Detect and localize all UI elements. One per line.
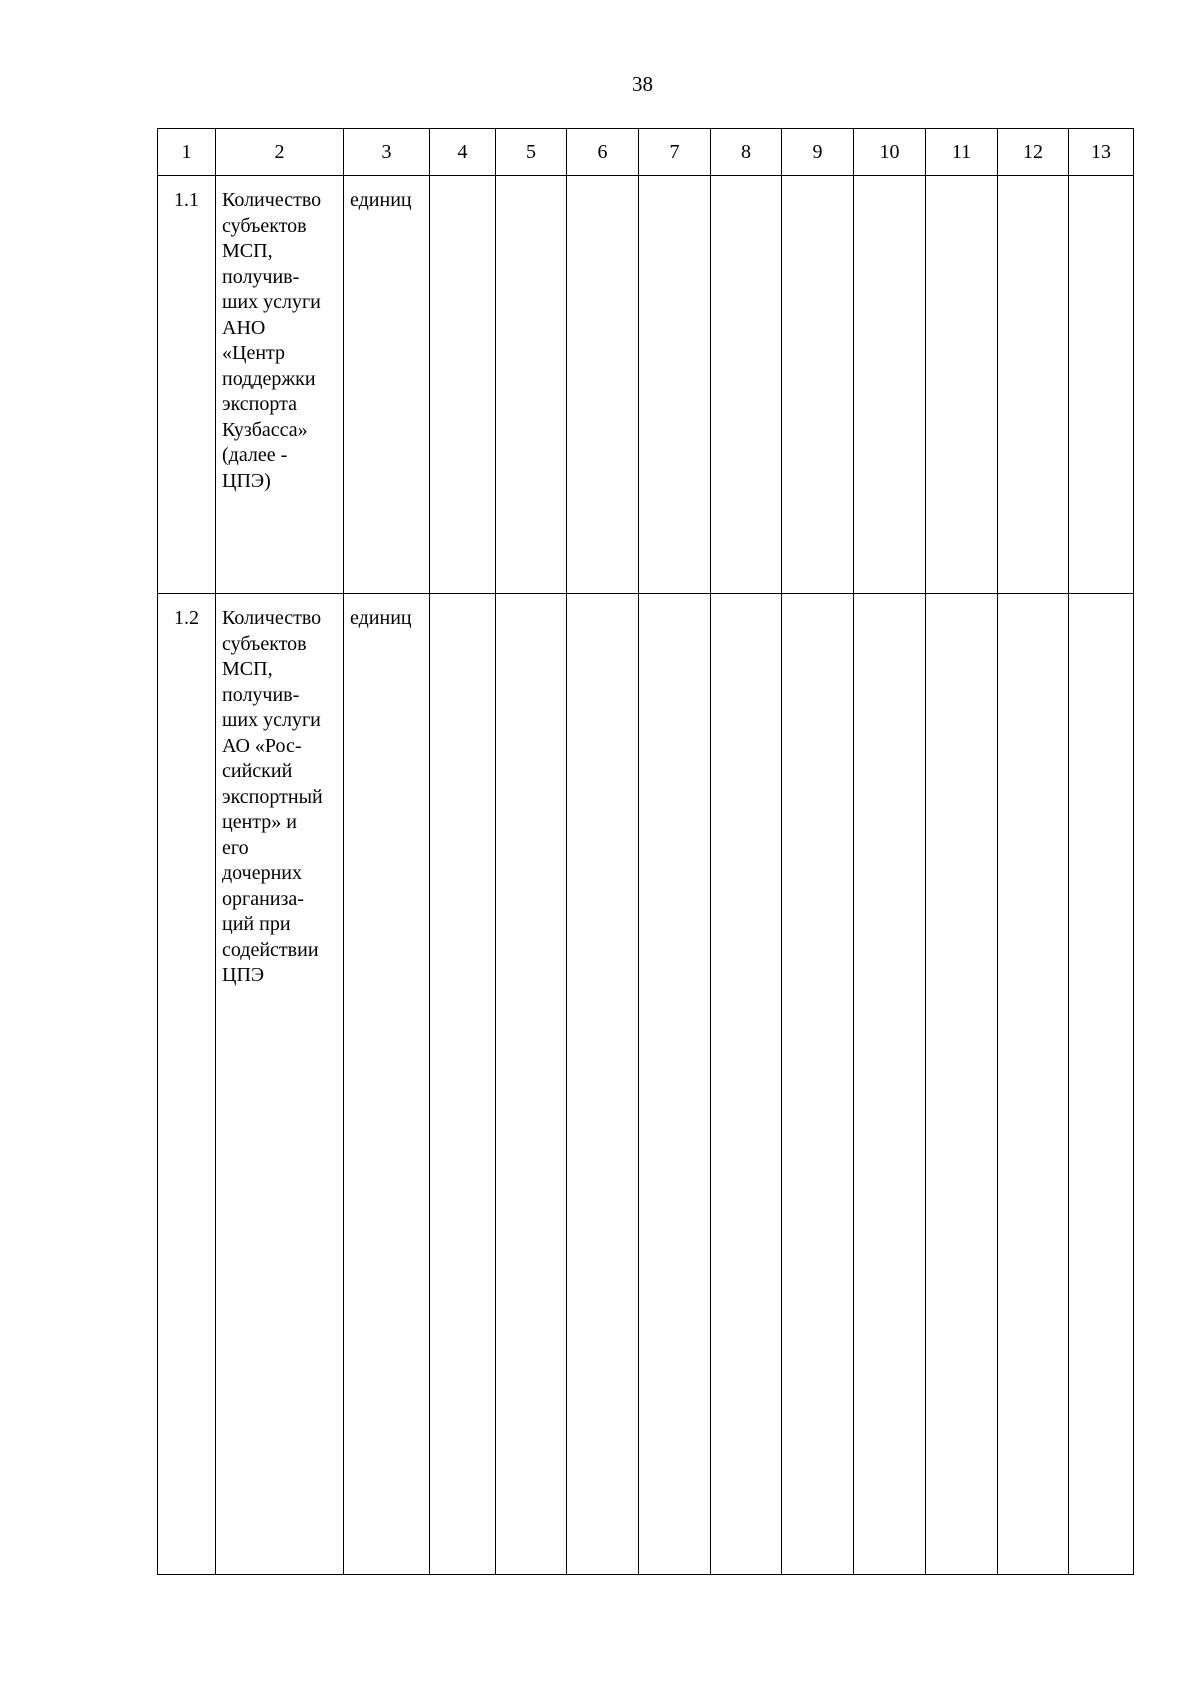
indicator-name-line: ЦПЭ: [222, 964, 265, 986]
table-cell: [1069, 594, 1134, 1575]
unit-of-measure: единиц: [344, 594, 430, 1575]
table-row: [158, 176, 1134, 594]
indicator-name-line: получив-: [222, 683, 300, 706]
indicator-name-line: экспорта: [222, 393, 297, 415]
table-row: [158, 594, 1134, 1575]
table-cell: [496, 594, 567, 1575]
indicator-name-line: сийский: [222, 760, 293, 782]
column-header: 3: [344, 129, 430, 176]
row-number: 1.1: [158, 176, 216, 594]
indicator-name-line: ций при: [222, 913, 291, 935]
column-header: 11: [926, 129, 998, 176]
indicator-name-line: АО «Рос-: [222, 734, 302, 757]
column-header: 1: [158, 129, 216, 176]
table-cell: [639, 594, 711, 1575]
unit-of-measure: единиц: [344, 176, 430, 594]
table-cell: [854, 594, 926, 1575]
table-cell: [926, 176, 998, 594]
table-cell: [1069, 176, 1134, 594]
column-header: 7: [639, 129, 711, 176]
table-cell: [567, 176, 639, 594]
table-cell: [998, 176, 1069, 594]
indicator-name-line: его: [222, 836, 249, 859]
column-header: 8: [711, 129, 782, 176]
table-cell: [926, 594, 998, 1575]
column-header: 10: [854, 129, 926, 176]
indicator-name: [216, 594, 344, 1575]
indicator-name-line: экспортный: [222, 785, 323, 808]
indicator-name-line: ЦПЭ): [222, 469, 271, 492]
indicator-name-line: организа-: [222, 887, 304, 910]
column-header: 9: [782, 129, 854, 176]
column-header: 5: [496, 129, 567, 176]
indicator-name-line: содействии: [222, 938, 319, 961]
indicator-table: [157, 128, 1134, 1575]
table-cell: [496, 176, 567, 594]
column-header: 4: [430, 129, 496, 176]
indicator-name-line: субъектов: [222, 214, 307, 237]
column-header: 13: [1069, 129, 1134, 176]
indicator-name-line: АНО: [222, 316, 266, 339]
indicator-name-line: «Центр: [222, 342, 286, 364]
indicator-name-line: центр» и: [222, 811, 297, 833]
column-header: 12: [998, 129, 1069, 176]
table-cell: [567, 594, 639, 1575]
indicator-name-line: ших услуги: [222, 709, 321, 731]
indicator-name: [216, 176, 344, 594]
table-cell: [998, 594, 1069, 1575]
indicator-name-line: получив-: [222, 265, 300, 288]
page-number: 38: [632, 72, 653, 96]
table-cell: [711, 176, 782, 594]
table-cell: [782, 594, 854, 1575]
indicator-name-line: поддержки: [222, 367, 316, 390]
indicator-name-line: МСП,: [222, 658, 273, 680]
indicator-name-line: Количество: [222, 607, 322, 629]
column-header: 6: [567, 129, 639, 176]
table-cell: [854, 176, 926, 594]
table-header-row: [158, 129, 1134, 176]
indicator-name-line: Количество: [222, 189, 322, 211]
table-cell: [430, 594, 496, 1575]
indicator-name-line: субъектов: [222, 632, 307, 655]
indicator-name-line: МСП,: [222, 240, 273, 262]
column-header: 2: [216, 129, 344, 176]
indicator-name-line: дочерних: [222, 862, 302, 884]
row-number: 1.2: [158, 594, 216, 1575]
indicator-name-line: ших услуги: [222, 291, 321, 313]
indicator-name-line: Кузбасса»: [222, 418, 308, 441]
table-cell: [782, 176, 854, 594]
indicator-name-line: (далее -: [222, 444, 288, 466]
table-cell: [639, 176, 711, 594]
table-cell: [711, 594, 782, 1575]
table-cell: [430, 176, 496, 594]
